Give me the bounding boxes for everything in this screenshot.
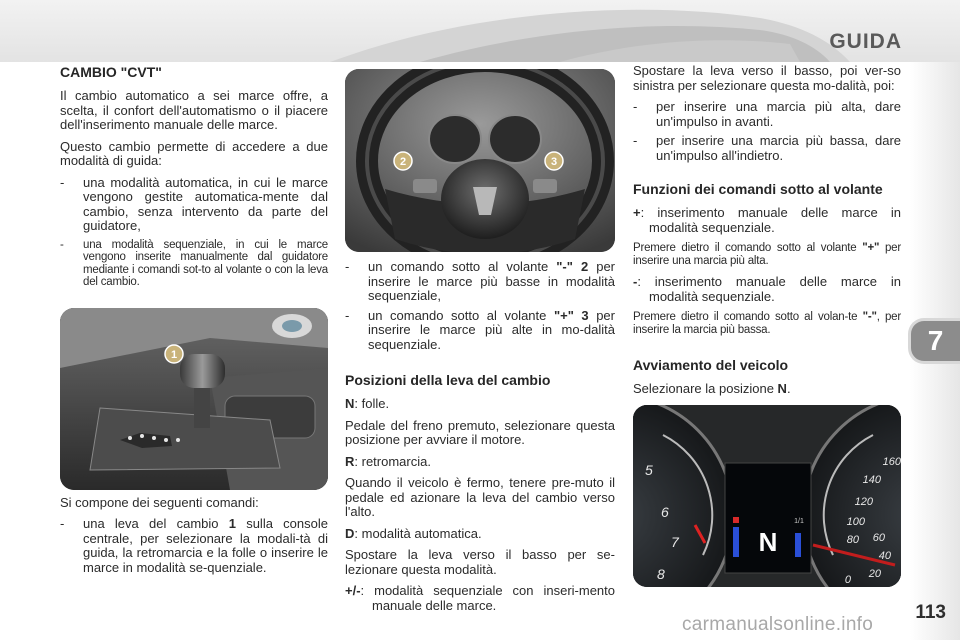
text-run: per inserire le marce più alte in mo-dalità sequenziale. xyxy=(368,307,615,352)
text-bold: N xyxy=(345,396,355,411)
text-run: : modalità sequenziale con inseri-mento manuale delle marce. xyxy=(360,583,615,613)
position-d xyxy=(345,527,615,542)
paragraph-commands-intro: Si compone dei seguenti comandi: xyxy=(60,494,259,510)
text-bold: R xyxy=(345,453,355,469)
column-middle xyxy=(345,64,615,620)
paragraph-start xyxy=(633,382,901,397)
text-run: un comando sotto al volante xyxy=(368,307,554,323)
instrument-cluster-photo xyxy=(633,405,901,587)
text-bold: + xyxy=(633,205,641,220)
position-d-note: Spostare la leva verso il basso per se-lezionare questa modalità. xyxy=(345,547,615,577)
gear-indicator: N xyxy=(758,526,778,557)
list-item: - una modalità automatica, in cui le marce vengono gestite automatica-mente dal cambio, senza intervento da parte del guidatore, xyxy=(60,176,328,234)
text-bold: "+" 3 xyxy=(553,307,589,323)
gear-lever-photo xyxy=(60,308,328,490)
commands-list-2 xyxy=(345,260,615,352)
watermark: carmanualsonline.info xyxy=(682,614,874,635)
callout-1: 1 xyxy=(170,348,178,361)
text-bold: +/- xyxy=(345,583,361,598)
text-bold: N xyxy=(777,381,787,396)
position-sequential xyxy=(345,584,615,613)
text-run: : retromarcia. xyxy=(354,453,431,469)
header-band xyxy=(0,0,960,62)
text-run: : modalità automatica. xyxy=(354,525,482,541)
tach-7: 7 xyxy=(671,533,679,550)
position-r xyxy=(345,455,615,470)
text-run: per inserire una marcia più alta. xyxy=(633,242,901,267)
chapter-tab: 7 xyxy=(908,318,960,364)
text-run: Premere dietro il comando sotto al volante xyxy=(633,242,863,254)
moves-list xyxy=(633,100,901,163)
list-item xyxy=(345,260,615,304)
list-item xyxy=(60,517,328,575)
text-run: un comando sotto al volante xyxy=(368,259,557,274)
text-bold: "-" xyxy=(862,311,877,323)
speed-80: 80 xyxy=(846,533,859,546)
list-item: - una modalità sequenziale, in cui le marce vengono inserite manualmente dal guidatore mediante i comandi sot-to al volante o con la leva del cambio. xyxy=(60,239,328,289)
heading-cvt: CAMBIO "CVT" xyxy=(60,64,162,80)
column-left xyxy=(60,64,328,580)
text-run: Premere dietro il comando sotto al volan-te xyxy=(633,311,863,323)
tach-8: 8 xyxy=(657,565,665,582)
text-run: : folle. xyxy=(354,396,390,411)
text-run: : inserimento manuale delle marce in modalità sequenziale. xyxy=(637,274,901,304)
steering-wheel-photo xyxy=(345,69,615,252)
text-run: . xyxy=(786,381,791,396)
minus-note xyxy=(633,311,901,337)
text-run: una leva del cambio xyxy=(83,516,229,531)
speed-120: 120 xyxy=(854,495,873,508)
heading-vehicle-start: Avviamento del veicolo xyxy=(633,357,789,373)
mode-indicator: 1/1 xyxy=(794,517,804,525)
plus-note xyxy=(633,242,901,268)
text-bold: D xyxy=(345,525,355,541)
modes-list xyxy=(60,176,328,289)
list-item: - per inserire una marcia più bassa, dare un'impulso all'indietro. xyxy=(633,134,901,163)
paragraph-modes-intro: Questo cambio permette di accedere a due modalità di guida: xyxy=(60,138,328,168)
heading-steering-controls: Funzioni dei comandi sotto al volante xyxy=(633,181,883,197)
speed-140: 140 xyxy=(862,473,881,486)
paragraph-intro: Il cambio automatico a sei marce offre, a scelta, il confort dell'automatismo o il piacere dell'inserimento manuale delle marce. xyxy=(60,88,328,132)
text-bold: "+" xyxy=(862,242,880,254)
text-bold: - xyxy=(633,274,638,289)
header-swoosh xyxy=(0,0,960,62)
text-run: : inserimento manuale delle marce in modalità sequenziale. xyxy=(640,205,901,235)
callout-3: 3 xyxy=(550,156,558,168)
plus-definition xyxy=(633,206,901,235)
text-run: , per inserire la marcia più bassa. xyxy=(633,311,901,336)
speed-100: 100 xyxy=(846,515,865,528)
section-title: GUIDA xyxy=(829,30,902,53)
column-right xyxy=(633,64,901,587)
text-run: per inserire le marce più basse in modalità sequenziale, xyxy=(368,259,615,303)
position-n-note: Pedale del freno premuto, selezionare questa posizione per avviare il motore. xyxy=(345,417,615,447)
speed-0: 0 xyxy=(844,573,851,586)
page-number: 113 xyxy=(915,602,946,623)
tach-5: 5 xyxy=(645,461,653,478)
speed-20: 20 xyxy=(868,567,881,580)
text-run: sulla console centrale, per selezionare la modali-tà di guida, la retromarcia e la folle o inserire le marce in modalità se-quenziale. xyxy=(83,516,328,575)
list-item: - per inserire una marcia più alta, dare un'impulso in avanti. xyxy=(633,100,901,129)
text-bold: "-" 2 xyxy=(556,259,589,274)
callout-2: 2 xyxy=(399,156,407,168)
text-run: Selezionare la posizione xyxy=(633,381,778,396)
position-r-note: Quando il veicolo è fermo, tenere pre-muto il pedale ed azionare la leva del cambio verso l'alto. xyxy=(345,475,615,519)
heading-lever-positions: Posizioni della leva del cambio xyxy=(345,372,551,388)
speed-60: 60 xyxy=(872,531,885,544)
position-n xyxy=(345,397,615,412)
commands-list-1 xyxy=(60,517,328,575)
speed-160: 160 xyxy=(882,455,901,468)
speed-40: 40 xyxy=(878,549,891,562)
paragraph-sequential-select: Spostare la leva verso il basso, poi ver-so sinistra per selezionare questa mo-dalità, poi: xyxy=(633,63,901,93)
minus-definition xyxy=(633,275,901,304)
text-bold: 1 xyxy=(228,516,236,531)
list-item xyxy=(345,309,615,353)
tach-6: 6 xyxy=(661,503,669,520)
